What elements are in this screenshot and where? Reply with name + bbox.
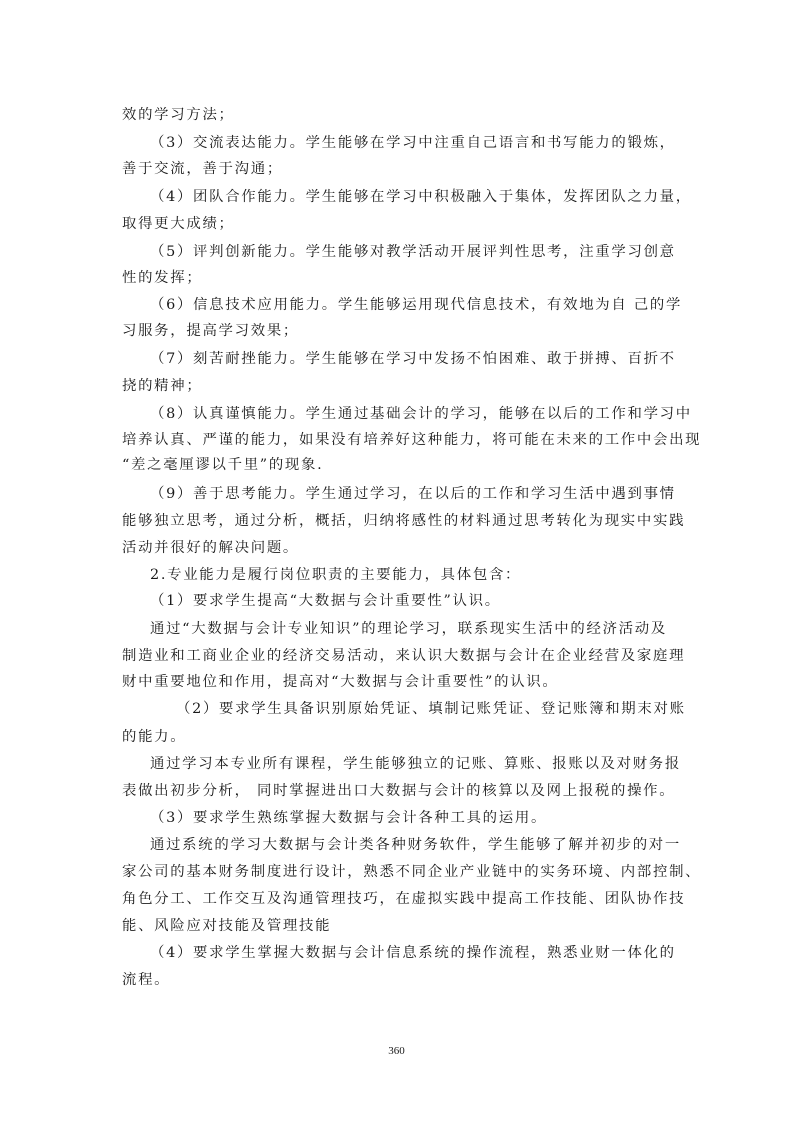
text-line: 效的学习方法； bbox=[122, 107, 235, 123]
text-line: 善于交流，善于沟通； bbox=[122, 161, 283, 177]
text-line: 取得更大成绩； bbox=[122, 216, 235, 232]
text-line: （3）交流表达能力。学生能够在学习中注重自己语言和书写能力的锻炼， bbox=[150, 135, 676, 151]
text-line: 挠的精神； bbox=[122, 378, 203, 394]
text-line: （1）要求学生提高“大数据与会计重要性”认识。 bbox=[150, 593, 501, 609]
text-line: 活动并很好的解决问题。 bbox=[122, 540, 299, 556]
text-line: 通过学习本专业所有课程，学生能够独立的记账、算账、报账以及对财务报 bbox=[150, 756, 681, 772]
text-line: （3）要求学生熟练掌握大数据与会计各种工具的运用。 bbox=[150, 810, 548, 826]
text-line: （5）评判创新能力。学生能够对教学活动开展评判性思考，注重学习创意 bbox=[150, 244, 676, 260]
text-line: 家公司的基本财务制度进行设计，熟悉不同企业产业链中的实务环境、内部控制、 bbox=[122, 864, 702, 880]
text-line: 通过系统的学习大数据与会计类各种财务软件，学生能够了解并初步的对一 bbox=[150, 837, 681, 853]
text-line: 通过“大数据与会计专业知识”的理论学习，联系现实生活中的经济活动及 bbox=[150, 621, 667, 637]
text-line: （6）信息技术应用能力。学生能够运用现代信息技术，有效地为自 己的学 bbox=[150, 297, 683, 313]
text-line: （7）刻苦耐挫能力。学生能够在学习中发扬不怕困难、敢于拼搏、百折不 bbox=[150, 351, 676, 367]
text-line: 流程。 bbox=[122, 972, 171, 988]
text-line: 制造业和工商业企业的经济交易活动，来认识大数据与会计在企业经营及家庭理 bbox=[122, 648, 686, 664]
text-line: “差之毫厘谬以千里”的现象. bbox=[122, 457, 324, 473]
text-line: （4）团队合作能力。学生能够在学习中积极融入于集体，发挥团队之力量， bbox=[150, 189, 692, 205]
text-line: （9）善于思考能力。学生通过学习，在以后的工作和学习生活中遇到事情 bbox=[150, 486, 676, 502]
text-line: 习服务，提高学习效果； bbox=[122, 323, 299, 339]
text-line: 角色分工、工作交互及沟通管理技巧，在虚拟实践中提高工作技能、团队协作技 bbox=[122, 891, 686, 907]
text-line: （2）要求学生具备识别原始凭证、填制记账凭证、登记账簿和期末对账 bbox=[176, 701, 686, 717]
text-line: 能够独立思考，通过分析，概括，归纳将感性的材料通过思考转化为现实中实践 bbox=[122, 513, 686, 529]
text-line: （8）认真谨慎能力。学生通过基础会计的学习，能够在以后的工作和学习中 bbox=[150, 406, 692, 422]
text-line: 培养认真、严谨的能力，如果没有培养好这种能力，将可能在未来的工作中会出现 bbox=[122, 432, 702, 448]
text-line: 财中重要地位和作用，提高对“大数据与会计重要性”的认识。 bbox=[122, 674, 559, 690]
text-line: 能、风险应对技能及管理技能 bbox=[122, 918, 332, 934]
text-line: 2.专业能力是履行岗位职责的主要能力，具体包含： bbox=[150, 567, 522, 583]
text-line: （4）要求学生掌握大数据与会计信息系统的操作流程，熟悉业财一体化的 bbox=[150, 945, 676, 961]
text-line: 的能力。 bbox=[122, 729, 187, 745]
text-line: 性的发挥； bbox=[122, 270, 203, 286]
page-number: 360 bbox=[388, 1045, 405, 1057]
text-line: 表做出初步分析， 同时掌握进出口大数据与会计的核算以及网上报税的操作。 bbox=[122, 783, 676, 799]
